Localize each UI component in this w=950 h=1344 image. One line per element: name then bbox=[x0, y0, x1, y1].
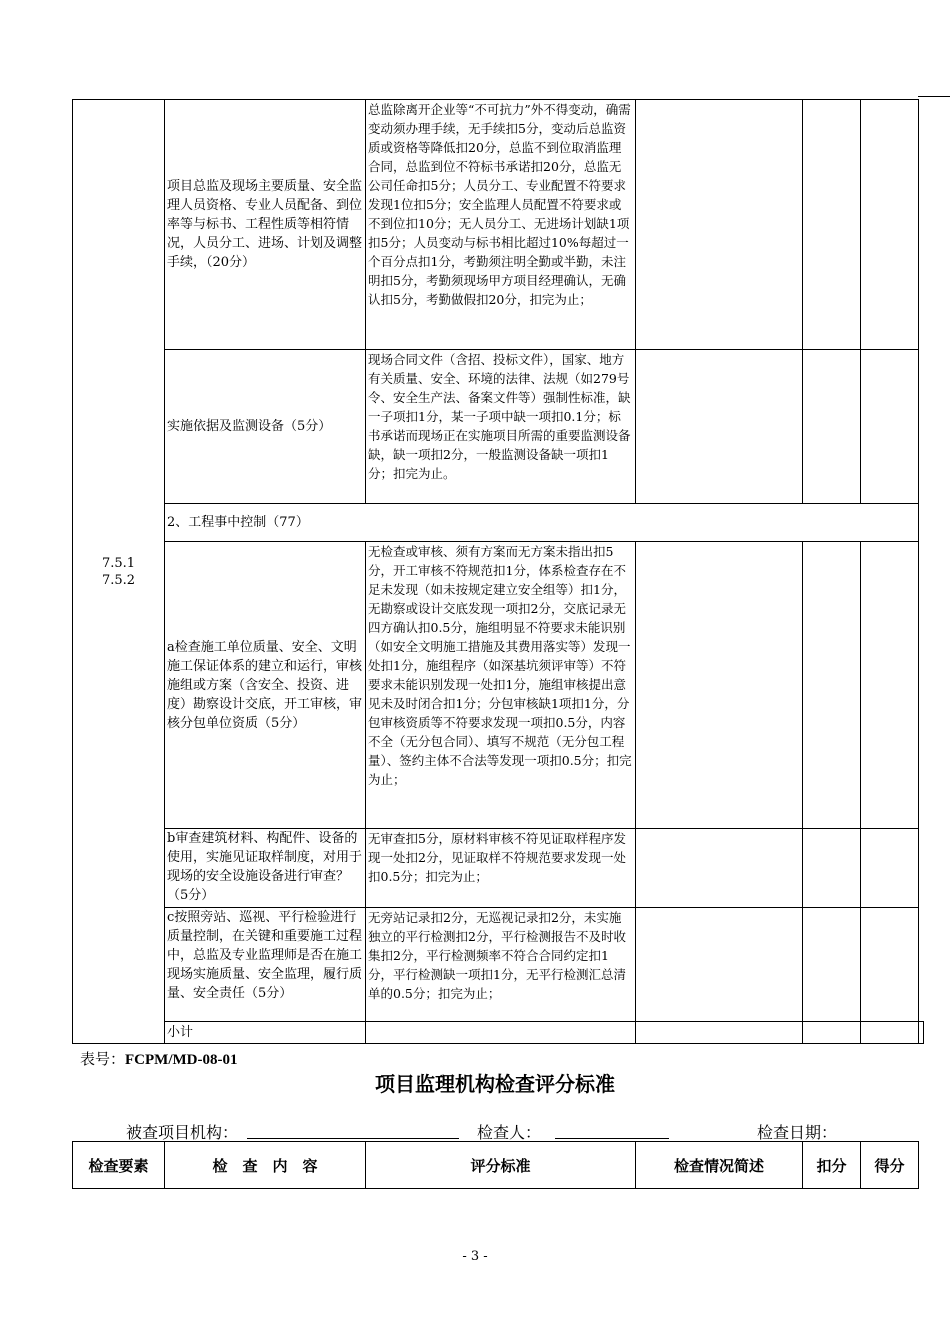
org-field[interactable] bbox=[247, 1138, 459, 1139]
deduction-cell bbox=[803, 350, 861, 504]
element-code: 7.5.1 7.5.2 bbox=[73, 100, 165, 1044]
content-cell: a检查施工单位质量、安全、文明施工保证体系的建立和运行，审核施组或方案（含安全、投资、进度）勘察设计交底，开工审核，审核分包单位资质（5分） bbox=[165, 542, 366, 829]
subtotal-situation bbox=[803, 1022, 861, 1044]
subtotal-content bbox=[366, 1022, 636, 1044]
standard-cell: 无检查或审核、须有方案而无方案未指出扣5分，开工审核不符规范扣1分，体系检查存在不足未发现（如未按规定建立安全组等）扣1分，无勘察或设计交底发现一项扣2分，交底记录无四方确认扣0.5分，施组明显不符要求未能识别（如安全文明施工措施及其费用落实等）发现一处扣1分，施组程序（如深基坑须评审等）不符要求未能识别发现一处扣1分，施组审核提出意见未及时闭合扣1分；分包审核缺1项扣1分，分包审核资质等不符要求发现一项扣0.5分，内容不全（无分包合同）、填写不规范（无分包工程量）、签约主体不合法等发现一项扣0.5分；扣完为止； bbox=[366, 542, 636, 829]
form-number: 表号：FCPM/MD-08-01 bbox=[80, 1050, 238, 1068]
page-title: 项目监理机构检查评分标准 bbox=[375, 1072, 615, 1096]
table-row bbox=[73, 908, 924, 1022]
table-row bbox=[73, 350, 924, 504]
situation-cell bbox=[636, 542, 803, 829]
inspector-field[interactable] bbox=[555, 1138, 669, 1139]
content-cell: 项目总监及现场主要质量、安全监理人员资格、专业人员配备、到位率等与标书、工程性质等相符情况，人员分工、进场、计划及调整手续，（20分） bbox=[165, 100, 366, 350]
deduction-cell bbox=[803, 542, 861, 829]
subtotal-standard bbox=[636, 1022, 803, 1044]
section-row bbox=[73, 504, 924, 542]
header-deduction: 扣分 bbox=[803, 1142, 861, 1189]
situation-cell bbox=[636, 350, 803, 504]
header-situation: 检查情况简述 bbox=[636, 1142, 803, 1189]
content-cell: b审查建筑材料、构配件、设备的使用，实施见证取样制度，对用于现场的安全设施设备进行审查？（5分） bbox=[165, 829, 366, 908]
table-row bbox=[73, 100, 924, 350]
org-label: 被查项目机构： bbox=[126, 1123, 239, 1142]
header-standard: 评分标准 bbox=[366, 1142, 636, 1189]
table-row bbox=[73, 542, 924, 829]
table-row bbox=[73, 829, 924, 908]
subtotal-deduction bbox=[861, 1022, 919, 1044]
situation-cell bbox=[636, 829, 803, 908]
score-cell bbox=[861, 350, 919, 504]
deduction-cell bbox=[803, 908, 861, 1022]
scoring-table-continued bbox=[72, 99, 924, 1044]
subtotal-row bbox=[73, 1022, 924, 1044]
standard-cell: 无审查扣5分，原材料审核不符见证取样程序发现一处扣2分，见证取样不符规范要求发现一处扣0.5分；扣完为止； bbox=[366, 829, 636, 908]
header-content: 检 查 内 容 bbox=[165, 1142, 366, 1189]
standard-cell: 无旁站记录扣2分，无巡视记录扣2分，未实施独立的平行检测扣2分，平行检测报告不及时收集扣2分，平行检测频率不符合合同约定扣1分，平行检测缺一项扣1分，无平行检测汇总清单的0.5分；扣完为止； bbox=[366, 908, 636, 1022]
page-number: - 3 - bbox=[462, 1249, 488, 1264]
standard-cell: 现场合同文件（含招、投标文件），国家、地方有关质量、安全、环境的法律、法规（如279号令、安全生产法、备案文件等）强制性标准，缺一子项扣1分，某一子项中缺一项扣0.1分；标书承诺而现场正在实施项目所需的重要监测设备缺，缺一项扣2分，一般监测设备缺一项扣1分；扣完为止。 bbox=[366, 350, 636, 504]
date-label: 检查日期： bbox=[757, 1123, 838, 1142]
situation-cell bbox=[636, 908, 803, 1022]
subtotal-label: 小计 bbox=[165, 1022, 366, 1044]
score-cell bbox=[861, 542, 919, 829]
standard-cell: 总监除离开企业等“不可抗力”外不得变动，确需变动须办理手续，无手续扣5分，变动后总监资质或资格等降低扣20分，总监不到位取消监理合同，总监到位不符标书承诺扣20分，总监无公司任命扣5分；人员分工、专业配置不符要求发现1位扣5分；安全监理人员配置不符要求或不到位扣10分；无人员分工、无进场计划缺1项扣5分；人员变动与标书相比超过10%每超过一个百分点扣1分，考勤须注明全勤或半勤，未注明扣5分，考勤须现场甲方项目经理确认，无确认扣5分，考勤做假扣20分，扣完为止； bbox=[366, 100, 636, 350]
header-score: 得分 bbox=[861, 1142, 919, 1189]
content-cell: 实施依据及监测设备（5分） bbox=[165, 350, 366, 504]
section-title: 2、工程事中控制（77） bbox=[165, 504, 919, 542]
score-cell bbox=[861, 908, 919, 1022]
situation-cell bbox=[636, 100, 803, 350]
header-row bbox=[73, 1142, 919, 1189]
header-table bbox=[72, 1141, 919, 1189]
score-cell bbox=[861, 829, 919, 908]
subtotal-score bbox=[919, 1022, 924, 1044]
score-cell bbox=[861, 100, 919, 350]
deduction-cell bbox=[803, 100, 861, 350]
deduction-cell bbox=[803, 829, 861, 908]
content-cell: c按照旁站、巡视、平行检验进行质量控制，在关键和重要施工过程中，总监及专业监理师是否在施工现场实施质量、安全监理，履行质量、安全责任（5分） bbox=[165, 908, 366, 1022]
header-element: 检查要素 bbox=[73, 1142, 165, 1189]
inspector-label: 检查人： bbox=[477, 1123, 542, 1142]
